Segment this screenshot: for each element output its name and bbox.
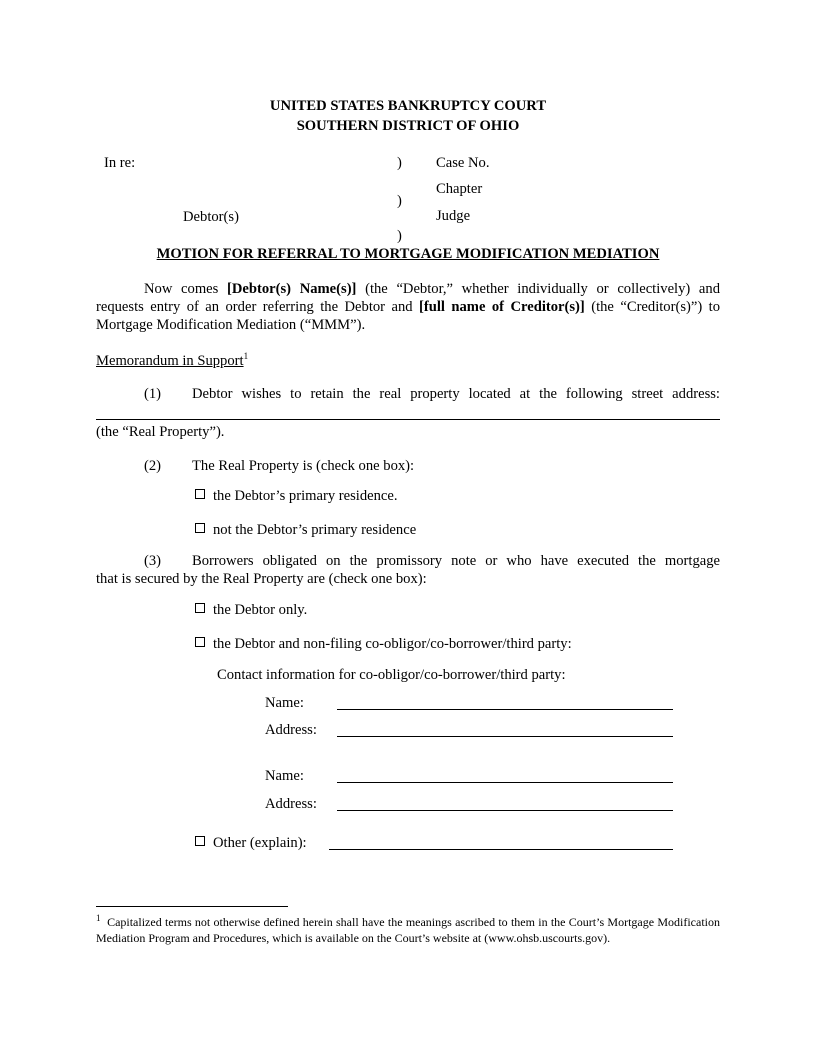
primary-residence-label: the Debtor’s primary residence. (213, 488, 398, 504)
caption-paren-2: ) (397, 193, 402, 209)
debtor-only-label: the Debtor only. (213, 602, 308, 618)
caption-paren-1: ) (397, 155, 402, 171)
chapter-label: Chapter (436, 181, 483, 197)
other-option[interactable] (195, 835, 307, 853)
address-field-2[interactable] (337, 810, 673, 811)
in-re-label: In re: (104, 155, 136, 171)
street-address-line[interactable] (96, 419, 720, 420)
name-label-1: Name: (265, 695, 304, 711)
checkbox-icon[interactable] (195, 489, 205, 499)
address-label-1: Address: (265, 722, 317, 738)
name-label-2: Name: (265, 768, 304, 784)
checkbox-icon[interactable] (195, 637, 205, 647)
checkbox-icon[interactable] (195, 523, 205, 533)
item-2-number: (2) (144, 458, 162, 474)
other-label: Other (explain): (213, 835, 307, 851)
item-3-text-line-2: that is secured by the Real Property are (check one box): (96, 571, 427, 587)
caption-paren-3: ) (397, 228, 402, 244)
debtor-name-placeholder: [Debtor(s) Name(s)] (227, 281, 357, 297)
not-primary-residence-option[interactable] (195, 522, 416, 540)
creditor-name-placeholder: [full name of Creditor(s)] (419, 299, 585, 315)
intro-text-2: (the “Debtor,” whether individually or collectively) and requests entry of an order referring the Debtor and (96, 281, 720, 315)
footnote-mark: 1 (96, 913, 101, 923)
district-name: SOUTHERN DISTRICT OF OHIO (296, 118, 520, 134)
name-field-1[interactable] (337, 709, 673, 710)
address-label-2: Address: (265, 796, 317, 812)
judge-label: Judge (436, 208, 471, 224)
item-1-number: (1) (144, 386, 162, 402)
item-1-tail: (the “Real Property”). (96, 424, 225, 440)
address-field-1[interactable] (337, 736, 673, 737)
case-no-label: Case No. (436, 155, 490, 171)
motion-title: MOTION FOR REFERRAL TO MORTGAGE MODIFICATION MEDIATION (156, 246, 660, 262)
footnote-text: Capitalized terms not otherwise defined herein shall have the meanings ascribed to them in the Court’s Mortgage Modification Mediation Program and Procedures, which is available on the Court’s website at (www.ohsb.uscourts.gov). (96, 915, 720, 945)
item-2-text: The Real Property is (check one box): (192, 458, 415, 474)
checkbox-icon[interactable] (195, 603, 205, 613)
checkbox-icon[interactable] (195, 836, 205, 846)
not-primary-residence-label: not the Debtor’s primary residence (213, 522, 417, 538)
other-explain-field[interactable] (329, 849, 673, 850)
court-name: UNITED STATES BANKRUPTCY COURT (269, 98, 547, 114)
footnote-reference: 1 (243, 351, 249, 362)
debtor-only-option[interactable] (195, 602, 307, 620)
memo-heading-text: Memorandum in Support (96, 353, 244, 369)
item-3-text-line-1: Borrowers obligated on the promissory note or who have executed the mortgage (192, 553, 720, 569)
co-obligor-option[interactable] (195, 636, 572, 654)
primary-residence-option[interactable] (195, 488, 398, 506)
contact-info-heading: Contact information for co-obligor/co-borrower/third party: (217, 667, 566, 683)
memo-heading (96, 353, 248, 371)
name-field-2[interactable] (337, 782, 673, 783)
co-obligor-label: the Debtor and non-filing co-obligor/co-borrower/third party: (213, 636, 572, 652)
footnote (96, 914, 720, 946)
debtors-label: Debtor(s) (183, 209, 239, 225)
footnote-separator (96, 906, 288, 907)
intro-text-1: Now comes (144, 281, 227, 297)
item-3-number: (3) (144, 553, 162, 569)
intro-paragraph (96, 280, 720, 334)
item-1-text: Debtor wishes to retain the real property located at the following street address: (192, 386, 720, 402)
intro-text-3: (the “Creditor(s)”) to Mortgage Modification Mediation (“MMM”). (96, 299, 720, 333)
